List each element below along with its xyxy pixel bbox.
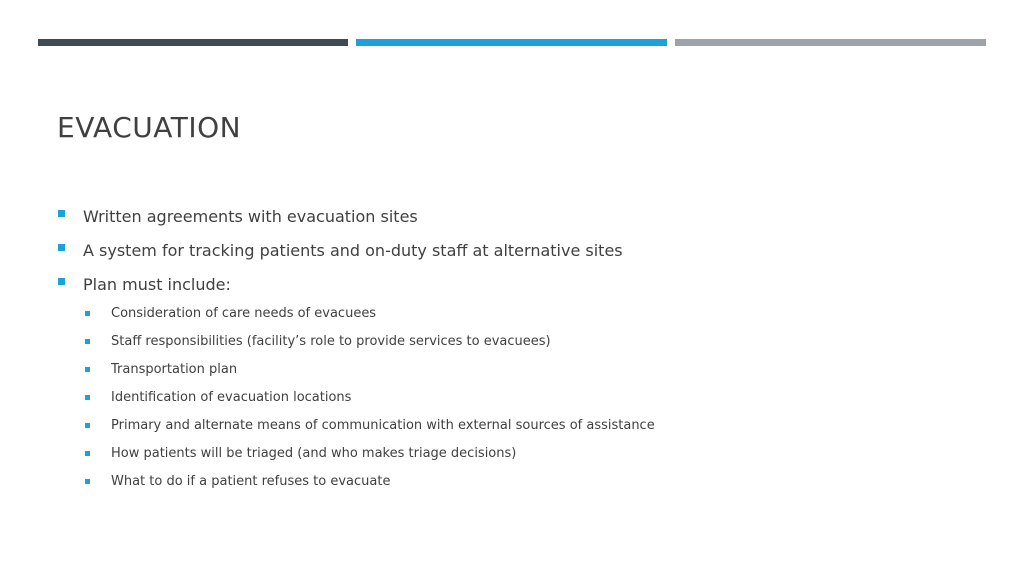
sub-bullet-list: [83, 300, 998, 496]
square-sub-bullet-icon: [85, 339, 90, 344]
bullet-item: [58, 268, 998, 496]
square-sub-bullet-icon: [85, 367, 90, 372]
bullet-item: [58, 200, 998, 234]
bullet-text: Plan must include:: [83, 275, 231, 294]
sub-bullet-item: [85, 384, 998, 412]
sub-bullet-item: [85, 328, 998, 356]
bullet-text: Written agreements with evacuation sites: [83, 207, 418, 226]
sub-bullet-text: Consideration of care needs of evacuees: [111, 306, 377, 321]
sub-bullet-text: What to do if a patient refuses to evacuate: [111, 474, 391, 489]
sub-bullet-text: Staff responsibilities (facility’s role to provide services to evacuees): [111, 334, 551, 349]
accent-bar-blue: [356, 39, 667, 46]
sub-bullet-item: [85, 356, 998, 384]
square-sub-bullet-icon: [85, 451, 90, 456]
sub-bullet-item: [85, 440, 998, 468]
accent-bar-dark: [38, 39, 348, 46]
sub-bullet-text: How patients will be triaged (and who makes triage decisions): [111, 446, 517, 461]
header-accent-bars: [0, 0, 1024, 60]
square-sub-bullet-icon: [85, 395, 90, 400]
square-bullet-icon: [58, 278, 65, 285]
bullet-list: [58, 200, 998, 496]
sub-bullet-text: Identification of evacuation locations: [111, 390, 352, 405]
square-bullet-icon: [58, 210, 65, 217]
sub-bullet-item: [85, 412, 998, 440]
sub-bullet-text: Primary and alternate means of communication with external sources of assistance: [111, 418, 655, 433]
square-bullet-icon: [58, 244, 65, 251]
sub-bullet-item: [85, 300, 998, 328]
square-sub-bullet-icon: [85, 311, 90, 316]
accent-bar-gray: [675, 39, 986, 46]
bullet-text: A system for tracking patients and on-duty staff at alternative sites: [83, 241, 623, 260]
square-sub-bullet-icon: [85, 423, 90, 428]
bullet-item: [58, 234, 998, 268]
slide-title: EVACUATION: [57, 111, 242, 144]
sub-bullet-item: [85, 468, 998, 496]
square-sub-bullet-icon: [85, 479, 90, 484]
sub-bullet-text: Transportation plan: [111, 362, 238, 377]
